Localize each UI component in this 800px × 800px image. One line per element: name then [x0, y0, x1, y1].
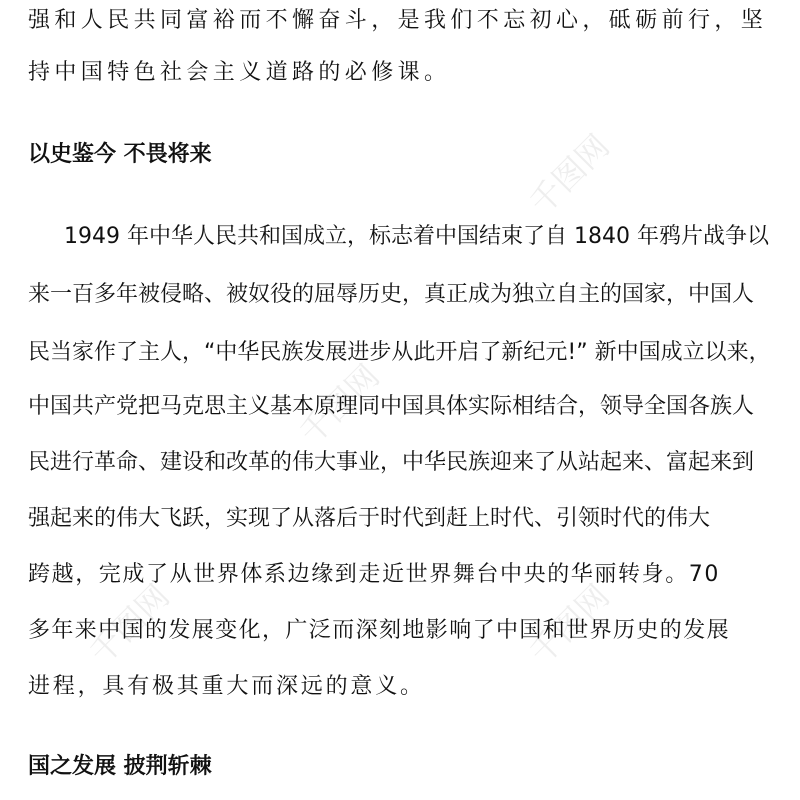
paragraph-line: 来一百多年被侵略、被奴役的屈辱历史，真正成为独立自主的国家，中国人: [28, 282, 755, 307]
watermark: 千图网: [82, 577, 177, 672]
paragraph-line: 强起来的伟大飞跃，实现了从落后于时代到赶上时代、引领时代的伟大: [28, 506, 711, 531]
watermark: 千图网: [522, 127, 617, 222]
paragraph-line: 进程，具有极其重大而深远的意义。: [28, 674, 425, 699]
watermark: 千图网: [522, 577, 617, 672]
paragraph-line: 民当家作了主人，“中华民族发展进步从此开启了新纪元!” 新中国成立以来，: [28, 340, 771, 365]
watermark: 千图网: [292, 357, 387, 452]
paragraph-line: 持中国特色社会主义道路的必修课。: [28, 60, 451, 85]
paragraph-line: 中国共产党把马克思主义基本原理同中国具体实际相结合，领导全国各族人: [28, 394, 755, 419]
paragraph-line: 民进行革命、建设和改革的伟大事业，中华民族迎来了从站起来、富起来到: [28, 450, 755, 475]
section-heading: 国之发展 披荆斩棘: [28, 754, 212, 779]
paragraph-line: 多年来中国的发展变化，广泛而深刻地影响了中国和世界历史的发展: [28, 618, 731, 643]
section-heading: 以史鉴今 不畏将来: [28, 142, 212, 167]
paragraph-line: 跨越，完成了从世界体系边缘到走近世界舞台中央的华丽转身。70: [28, 562, 720, 587]
paragraph-line: 1949 年中华人民共和国成立，标志着中国结束了自 1840 年鸦片战争以: [64, 224, 769, 249]
paragraph-line: 强和人民共同富裕而不懈奋斗，是我们不忘初心，砥砺前行，坚: [28, 8, 768, 33]
